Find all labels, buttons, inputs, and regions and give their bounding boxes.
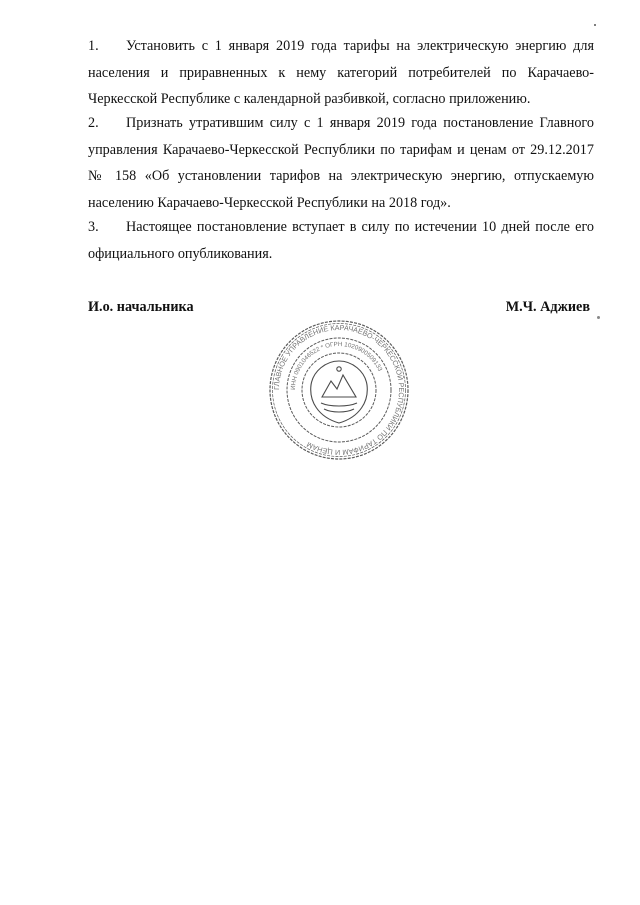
item-text: Настоящее постановление вступает в силу по истечении 10 дней после его официального опубликования. — [88, 219, 594, 262]
official-seal-icon — [266, 317, 412, 463]
scan-speck — [594, 24, 596, 26]
scan-speck — [597, 316, 600, 319]
item-number: 3. — [88, 219, 99, 235]
list-item — [88, 214, 594, 267]
emblem-icon — [311, 361, 368, 423]
item-text: Признать утратившим силу с 1 января 2019 года постановление Главного управления Карачаево-Черкесской Республики по тарифам и ценам от 29.12.2017 № 158 «Об установлении тарифов на электрическую энергию, отпускаемую населению Карачаево-Черкесской Республики на 2018 год». — [88, 115, 594, 211]
signer-position: И.о. начальника — [88, 299, 194, 315]
list-item — [88, 110, 594, 216]
signer-name: М.Ч. Аджиев — [505, 299, 590, 315]
item-number: 2. — [88, 115, 99, 131]
seal-outer-text: ГЛАВНОЕ УПРАВЛЕНИЕ КАРАЧАЕВО-ЧЕРКЕССКОЙ РЕСПУБЛИКИ ПО ТАРИФАМ И ЦЕНАМ — [271, 322, 407, 458]
list-item — [88, 33, 594, 113]
seal-inner-text: ИНН 0901046522 * ОГРН 1020900509133 — [289, 340, 384, 391]
item-text: Установить с 1 января 2019 года тарифы на электрическую энергию для населения и приравненных к нему категорий потребителей по Карачаево-Черкесской Республике с календарной разбивкой, согласно приложению. — [88, 38, 594, 107]
item-number: 1. — [88, 38, 99, 54]
